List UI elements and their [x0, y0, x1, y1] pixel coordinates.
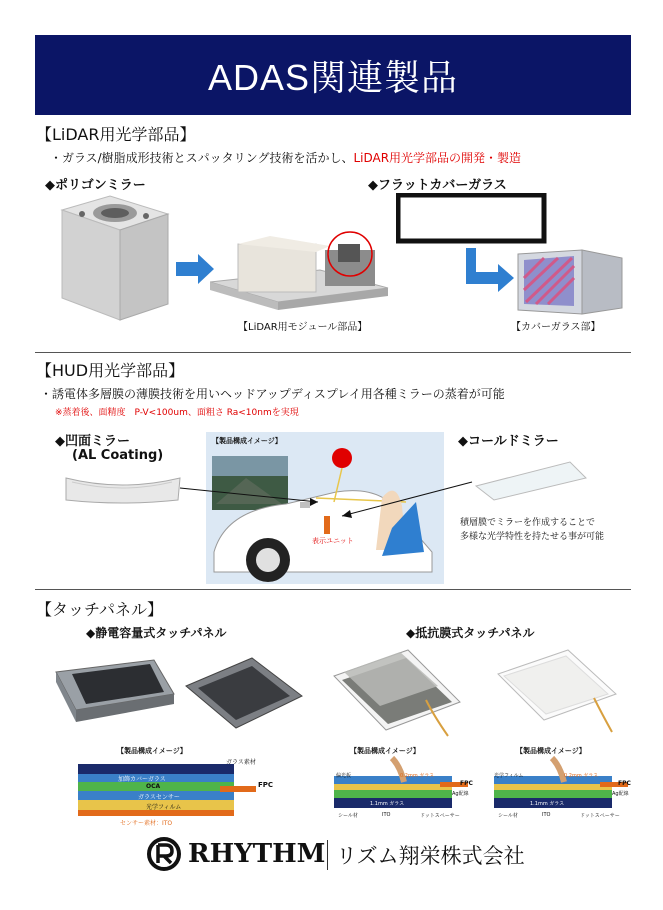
res1-layer-film: 偏光板: [336, 773, 352, 779]
cap-layer-glass: ガラス素材: [226, 759, 256, 766]
page-title: ADAS関連製品: [207, 56, 459, 98]
cap-layer-oca: OCA: [146, 783, 161, 790]
res1-layer-ag: Ag配線: [452, 791, 469, 797]
flat-cover-glass-label: ◆フラットカバーガラス: [368, 178, 507, 193]
res1-layer-glass-main: 1.1mm ガラス: [370, 801, 405, 807]
capacitive-image-caption: 【製品構成イメージ】: [117, 747, 187, 755]
res2-layer-seal: シール材: [498, 813, 518, 819]
touch-section-title: 【タッチパネル】: [36, 600, 164, 619]
res2-layer-glass-main: 1.1mm ガラス: [530, 801, 565, 807]
capacitive-panel-label: ◆静電容量式タッチパネル: [86, 626, 227, 640]
hud-bullet: ・誘電体多層膜の薄膜技術を用いヘッドアップディスプレイ用各種ミラーの蒸着が可能: [40, 387, 505, 401]
res1-layer-seal: シール材: [338, 813, 358, 819]
arrow-down-right-icon: [462, 248, 516, 292]
res1-layer-dot: ドットスペーサー: [420, 813, 460, 819]
company-name: リズム翔栄株式会社: [336, 844, 525, 868]
res2-layer-dot: ドットスペーサー: [580, 813, 620, 819]
polygon-mirror-label: ◆ポリゴンミラー: [45, 178, 146, 193]
section-divider: [35, 589, 631, 590]
pointer-lines: [150, 440, 490, 530]
capacitive-panel-photo-1: [50, 652, 180, 732]
lidar-module-photo: [210, 222, 390, 322]
concave-mirror-label: ◆凹面ミラー: [55, 434, 130, 449]
resistive-panel-photo-1: [330, 646, 466, 738]
res2-layer-ag: Ag配線: [612, 791, 629, 797]
cap-layer-ito: センサー素材：ITO: [120, 820, 173, 827]
cold-mirror-note-line-1: 積層膜でミラーを作成することで: [460, 518, 596, 528]
cold-mirror-note-line-2: 多様な光学特性を持たせる事が可能: [460, 532, 605, 542]
lidar-bullet: [50, 149, 521, 166]
res1-layer-ito: ITO: [382, 812, 391, 818]
section-divider: [35, 352, 631, 353]
res2-layer-ito: ITO: [542, 812, 551, 818]
footer-divider: [327, 840, 328, 870]
lidar-bullet-text: ・ガラス/樹脂成形技術とスパッタリング技術を活かし、: [50, 151, 354, 165]
res1-layer-glass-thin: 0.2mm ガラス: [400, 773, 435, 779]
hud-image-caption: 【製品構成イメージ】: [212, 437, 282, 445]
cap-layer-cover: 加飾カバーガラス: [118, 776, 166, 783]
page-title-banner: [35, 35, 631, 115]
cold-mirror-note: [460, 516, 604, 544]
cap-layer-fpc: FPC: [258, 781, 274, 789]
lidar-module-caption: 【LiDAR用モジュール部品】: [238, 322, 368, 333]
capacitive-panel-photo-2: [182, 656, 306, 732]
brand-name: RHYTHM: [188, 839, 326, 869]
res2-layer-glass-thin: 0.2mm ガラス: [564, 773, 599, 779]
concave-mirror-sub: (AL Coating): [72, 448, 164, 463]
resistive-panel-photo-2: [494, 648, 618, 734]
cold-mirror-label: ◆コールドミラー: [458, 434, 559, 449]
cover-glass-part-photo: [512, 244, 628, 320]
res2-layer-fpc: FPC: [618, 780, 631, 787]
polygon-mirror-photo: [50, 192, 175, 322]
cover-glass-caption: 【カバーガラス部】: [511, 322, 601, 333]
lidar-section-title: 【LiDAR用光学部品】: [36, 125, 196, 144]
rhythm-logo-icon: [146, 836, 182, 872]
resistive-image-caption-1: 【製品構成イメージ】: [350, 747, 420, 755]
flat-cover-glass-photo: [396, 193, 548, 245]
resistive-image-caption-2: 【製品構成イメージ】: [516, 747, 586, 755]
display-unit-label: 表示ユニット: [312, 537, 354, 545]
lidar-bullet-highlight: LiDAR用光学部品の開発・製造: [353, 151, 522, 165]
cap-layer-sensor: ガラスセンサー: [138, 794, 180, 801]
hud-section-title: 【HUD用光学部品】: [36, 361, 185, 380]
cap-layer-film: 光学フィルム: [146, 804, 182, 811]
res1-layer-fpc: FPC: [460, 780, 473, 787]
hud-spec-note: ※蒸着後、面精度 P-V<100um、面粗さ Ra<10nmを実現: [55, 408, 299, 418]
resistive-panel-label: ◆抵抗膜式タッチパネル: [406, 626, 535, 640]
cold-mirror-photo: [470, 456, 590, 502]
res2-layer-film: 光学フィルム: [494, 773, 524, 779]
